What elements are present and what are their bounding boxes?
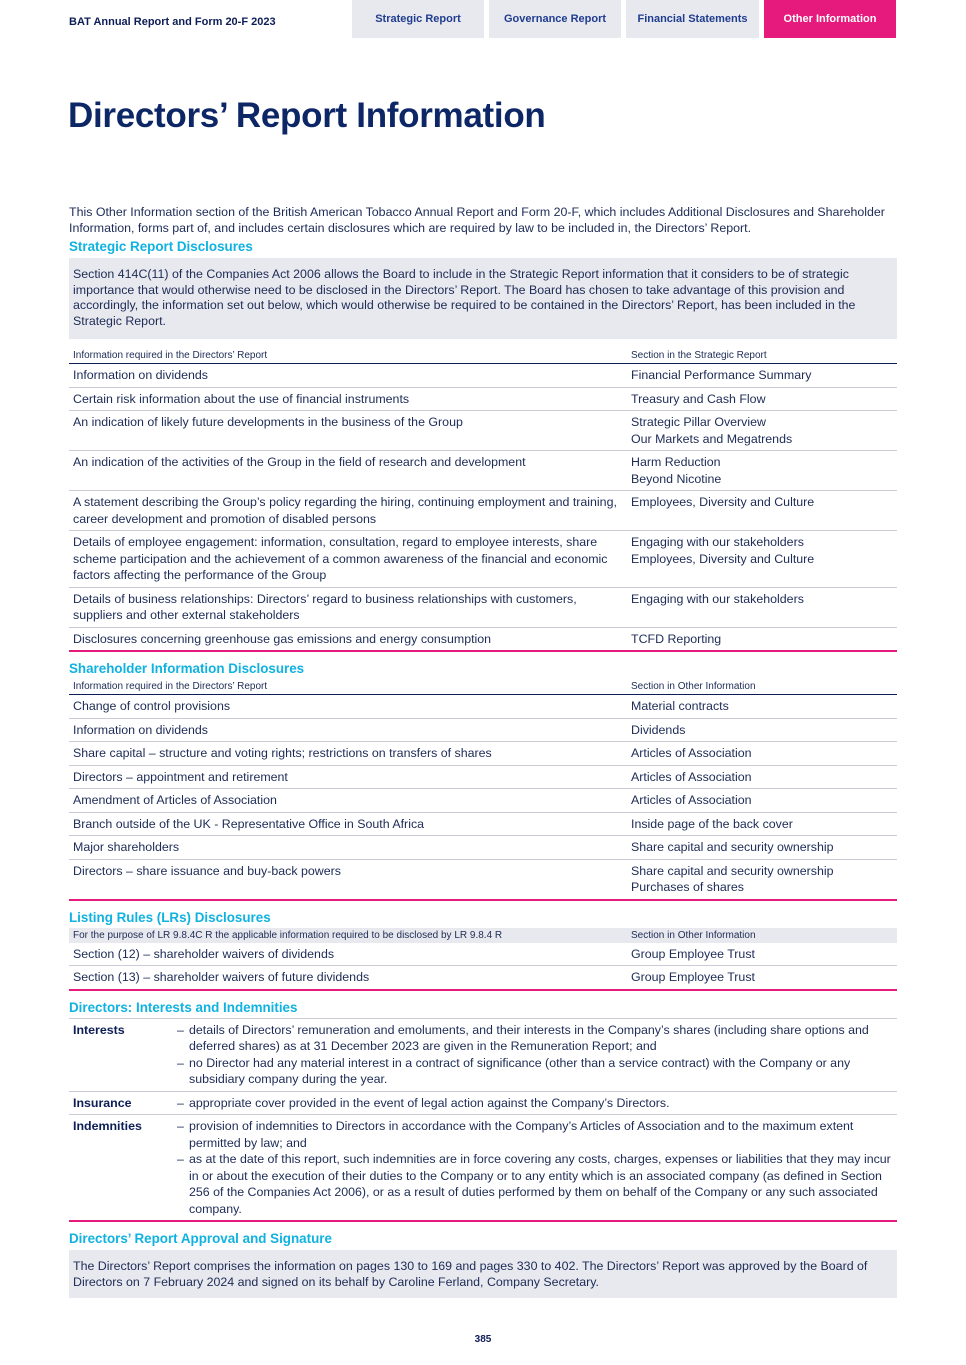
row-info: An indication of the activities of the Group in the field of research and development xyxy=(69,451,627,491)
approval-note-box: The Directors’ Report comprises the information on pages 130 to 169 and pages 330 to 402. The Directors’ Report was approved by the Board of Directors on 7 February 2024 and signed on its behalf by Caroline Ferland, Company Secretary. xyxy=(69,1250,897,1298)
table-row xyxy=(69,836,897,860)
section-link[interactable]: Engaging with our stakeholders xyxy=(631,535,804,549)
row-section xyxy=(627,789,897,813)
row-info: Details of business relationships: Directors’ regard to business relationships with customers, suppliers and other external stakeholders xyxy=(69,587,627,627)
approval-heading: Directors’ Report Approval and Signature xyxy=(69,1231,332,1246)
table-row xyxy=(69,451,897,491)
table-row xyxy=(69,765,897,789)
row-info: Details of employee engagement: information, consultation, regard to employee interests, share scheme participation and the achievement of a common awareness of the financial and economic factors affecting the performance of the Group xyxy=(69,531,627,588)
table-row xyxy=(69,742,897,766)
bullet-text: as at the date of this report, such indemnities are in force covering any costs, charges, expenses or liabilities that they may incur in or about the execution of their duties to the Company or to any entity which is an associated company (as defined in Section 256 of the Companies Act 2006), or as a result of duties performed by them on behalf of the Company or any such associated company. xyxy=(189,1152,891,1216)
table-row xyxy=(69,364,897,388)
row-info: Information on dividends xyxy=(69,364,627,388)
section-link[interactable]: Purchases of shares xyxy=(631,880,744,894)
dash-marker: – xyxy=(177,1119,184,1133)
listing-table xyxy=(69,928,897,991)
row-section xyxy=(627,943,897,966)
bullet-item xyxy=(177,1022,893,1055)
section-link[interactable]: Articles of Association xyxy=(631,793,752,807)
section-link[interactable]: Treasury and Cash Flow xyxy=(631,391,766,406)
row-info: Section (13) – shareholder waivers of future dividends xyxy=(69,966,627,990)
row-section xyxy=(627,627,897,651)
column-header: For the purpose of LR 9.8.4C R the applicable information required to be disclosed by LR 9.8.4 R xyxy=(69,928,627,943)
shareholder-table xyxy=(69,679,897,901)
table-row xyxy=(69,1115,897,1222)
shareholder-heading: Shareholder Information Disclosures xyxy=(69,661,305,676)
row-info: Change of control provisions xyxy=(69,695,627,719)
row-info: Certain risk information about the use of financial instruments xyxy=(69,387,627,411)
row-info: A statement describing the Group’s policy regarding the hiring, continuing employment and training, career development and promotion of disabled persons xyxy=(69,491,627,531)
row-section xyxy=(627,836,897,860)
bullet-text: appropriate cover provided in the event of legal action against the Company’s Directors. xyxy=(189,1095,670,1110)
row-section xyxy=(627,531,897,588)
column-header: Section in Other Information xyxy=(627,679,897,695)
table-row xyxy=(69,943,897,966)
tab-governance-report[interactable]: Governance Report xyxy=(489,0,621,38)
dash-marker: – xyxy=(177,1095,184,1110)
interests-heading: Directors: Interests and Indemnities xyxy=(69,999,298,1015)
section-link[interactable]: Group Employee Trust xyxy=(631,946,755,961)
page-number: 385 xyxy=(474,1334,492,1345)
section-link[interactable]: Dividends xyxy=(631,722,686,737)
row-section xyxy=(627,742,897,766)
table-row xyxy=(69,695,897,719)
row-section xyxy=(627,765,897,789)
row-section xyxy=(627,451,897,491)
row-section xyxy=(627,491,897,531)
table-row xyxy=(69,966,897,990)
table-row xyxy=(69,1091,897,1115)
section-link[interactable]: Inside page of the back cover xyxy=(631,816,793,831)
interests-table xyxy=(69,1018,897,1223)
row-info: Directors – appointment and retirement xyxy=(69,765,627,789)
row-section xyxy=(627,812,897,836)
row-section xyxy=(627,364,897,388)
row-label: Indemnities xyxy=(69,1115,173,1222)
row-info: Directors – share issuance and buy-back powers xyxy=(69,859,627,900)
bullet-item xyxy=(177,1151,893,1217)
dash-marker: – xyxy=(177,1152,184,1166)
row-content xyxy=(173,1115,897,1222)
main-content xyxy=(69,205,897,1298)
section-link[interactable]: Share capital and security ownership xyxy=(631,863,834,878)
row-section xyxy=(627,387,897,411)
row-section xyxy=(627,966,897,990)
table-row xyxy=(69,859,897,900)
row-section xyxy=(627,411,897,451)
strategic-heading: Strategic Report Disclosures xyxy=(69,239,253,254)
table-row xyxy=(69,387,897,411)
bullet-text: no Director had any material interest in a contract of significance (other than a service contract) with the Company or any subsidiary company during the year. xyxy=(189,1055,851,1086)
row-section xyxy=(627,695,897,719)
section-link[interactable]: Harm Reduction xyxy=(631,455,721,469)
table-row xyxy=(69,531,897,588)
section-link[interactable]: Share capital and security ownership xyxy=(631,840,834,854)
column-header: Section in Other Information xyxy=(627,928,897,943)
tab-financial-statements[interactable]: Financial Statements xyxy=(626,0,759,38)
row-section xyxy=(627,718,897,742)
strategic-table xyxy=(69,348,897,652)
row-section xyxy=(627,587,897,627)
tab-strategic-report[interactable]: Strategic Report xyxy=(352,0,484,38)
row-info: Share capital – structure and voting rights; restrictions on transfers of shares xyxy=(69,742,627,766)
section-link[interactable]: TCFD Reporting xyxy=(631,631,722,646)
bullet-text: provision of indemnities to Directors in accordance with the Company’s Articles of Association and to the maximum extent permitted by law; and xyxy=(189,1119,854,1150)
bullet-text: details of Directors’ remuneration and emoluments, and their interests in the Company’s shares (including share options and deferred shares) as at 31 December 2023 are given in the Remuneration Report; and xyxy=(189,1022,869,1053)
table-row xyxy=(69,627,897,651)
section-link[interactable]: Financial Performance Summary xyxy=(631,368,812,382)
dash-marker: – xyxy=(177,1055,184,1070)
bullet-item xyxy=(177,1055,893,1088)
section-link[interactable]: Articles of Association xyxy=(631,746,752,760)
row-label: Insurance xyxy=(69,1091,173,1115)
dash-marker: – xyxy=(177,1022,184,1037)
table-row xyxy=(69,1018,897,1091)
column-header: Information required in the Directors’ Report xyxy=(69,679,627,695)
section-link[interactable]: Beyond Nicotine xyxy=(631,471,722,486)
row-label: Interests xyxy=(69,1018,173,1091)
table-row xyxy=(69,411,897,451)
row-info: Section (12) – shareholder waivers of dividends xyxy=(69,943,627,966)
page-title: Directors’ Report Information xyxy=(68,96,546,135)
document-title: BAT Annual Report and Form 20-F 2023 xyxy=(69,16,276,28)
section-link[interactable]: Our Markets and Megatrends xyxy=(631,431,793,446)
row-info: Branch outside of the UK - Representative Office in South Africa xyxy=(69,812,627,836)
section-link[interactable]: Engaging with our stakeholders xyxy=(631,591,804,606)
column-header: Section in the Strategic Report xyxy=(627,348,897,364)
table-row xyxy=(69,587,897,627)
row-info: An indication of likely future developments in the business of the Group xyxy=(69,411,627,451)
top-navigation xyxy=(0,0,966,38)
section-link[interactable]: Employees, Diversity and Culture xyxy=(631,551,815,566)
intro-paragraph: This Other Information section of the British American Tobacco Annual Report and Form 20-F, which includes Additional Disclosures and Shareholder Information, forms part of, and includes certain disclosures which are required by law to be included in, the Directors’ Report. xyxy=(69,205,885,235)
section-link[interactable]: Material contracts xyxy=(631,699,729,713)
section-link[interactable]: Group Employee Trust xyxy=(631,970,755,984)
strategic-note-box: Section 414C(11) of the Companies Act 2006 allows the Board to include in the Strategic Report information that it considers to be of strategic importance that would otherwise need to be disclosed in the Directors’ Report. The Board has chosen to take advantage of this provision and accordingly, the information set out below, which would otherwise be required to be contained in the Directors’ Report, has been included in the Strategic Report. xyxy=(69,258,897,339)
row-info: Major shareholders xyxy=(69,836,627,860)
column-header: Information required in the Directors’ Report xyxy=(69,348,627,364)
row-content xyxy=(173,1018,897,1091)
tab-other-information[interactable]: Other Information xyxy=(764,0,896,38)
section-link[interactable]: Employees, Diversity and Culture xyxy=(631,495,815,509)
row-info: Amendment of Articles of Association xyxy=(69,789,627,813)
bullet-item xyxy=(177,1095,893,1112)
bullet-item xyxy=(177,1118,893,1151)
listing-heading: Listing Rules (LRs) Disclosures xyxy=(69,909,271,925)
row-section xyxy=(627,859,897,900)
row-content xyxy=(173,1091,897,1115)
section-link[interactable]: Strategic Pillar Overview xyxy=(631,415,766,429)
section-link[interactable]: Articles of Association xyxy=(631,769,752,784)
row-info: Information on dividends xyxy=(69,718,627,742)
table-row xyxy=(69,812,897,836)
table-row xyxy=(69,789,897,813)
table-row xyxy=(69,491,897,531)
row-info: Disclosures concerning greenhouse gas emissions and energy consumption xyxy=(69,627,627,651)
table-row xyxy=(69,718,897,742)
